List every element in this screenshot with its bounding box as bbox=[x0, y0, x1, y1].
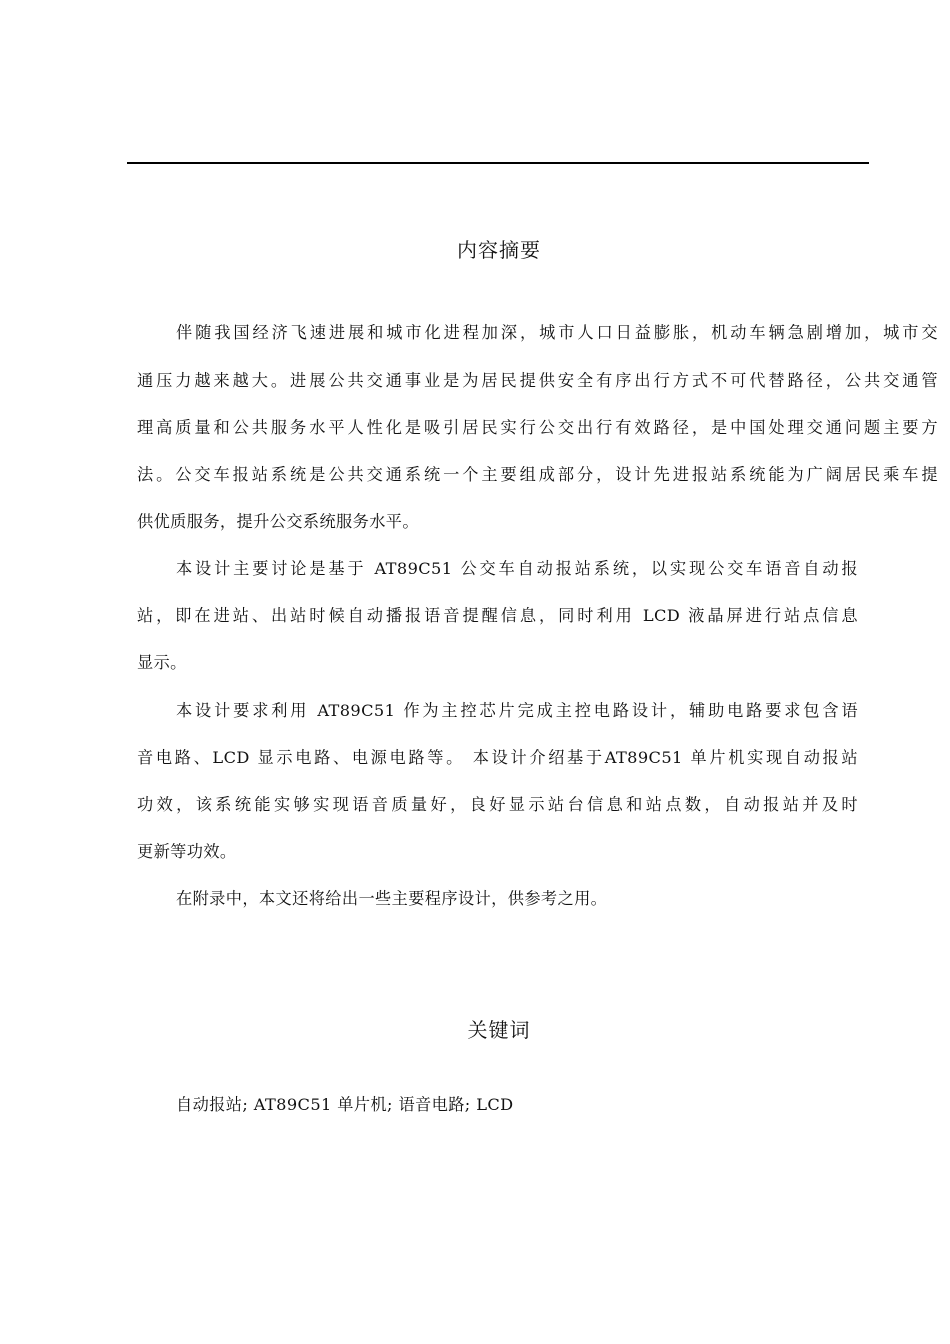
abstract-p2-line1: 本设计主要讨论是基于 AT89C51 公交车自动报站系统，以实现公交车语音自动报 bbox=[176, 559, 858, 578]
abstract-p1-line3: 理高质量和公共服务水平人性化是吸引居民实行公交出行有效路径，是中国处理交通问题主要方 bbox=[137, 418, 938, 437]
header-rule bbox=[127, 162, 869, 164]
abstract-p2-line3: 显示。 bbox=[137, 653, 187, 672]
abstract-p2-line2: 站，即在进站、出站时候自动播报语音提醒信息，同时利用 LCD 液晶屏进行站点信息 bbox=[137, 606, 858, 625]
abstract-title: 内容摘要 bbox=[457, 238, 541, 262]
abstract-p1-line4: 法。公交车报站系统是公共交通系统一个主要组成部分，设计先进报站系统能为广阔居民乘车提 bbox=[137, 465, 938, 484]
abstract-p1-line1: 伴随我国经济飞速进展和城市化进程加深，城市人口日益膨胀，机动车辆急剧增加，城市交 bbox=[176, 323, 938, 342]
abstract-p3-line2: 音电路、LCD 显示电路、电源电路等。 本设计介绍基于AT89C51 单片机实现自动报站 bbox=[137, 748, 858, 767]
abstract-p1-line2: 通压力越来越大。进展公共交通事业是为居民提供安全有序出行方式不可代替路径，公共交通管 bbox=[137, 371, 938, 390]
abstract-p3-line3: 功效，该系统能实够实现语音质量好，良好显示站台信息和站点数，自动报站并及时 bbox=[137, 795, 858, 814]
abstract-p1-line5: 供优质服务，提升公交系统服务水平。 bbox=[137, 512, 419, 531]
abstract-p3-line1: 本设计要求利用 AT89C51 作为主控芯片完成主控电路设计，辅助电路要求包含语 bbox=[176, 701, 858, 720]
abstract-p3-line4: 更新等功效。 bbox=[137, 842, 237, 861]
abstract-p4-line1: 在附录中，本文还将给出一些主要程序设计，供参考之用。 bbox=[176, 889, 608, 908]
keywords-text: 自动报站; AT89C51 单片机; 语音电路; LCD bbox=[176, 1095, 514, 1114]
keywords-title: 关键词 bbox=[467, 1018, 531, 1042]
